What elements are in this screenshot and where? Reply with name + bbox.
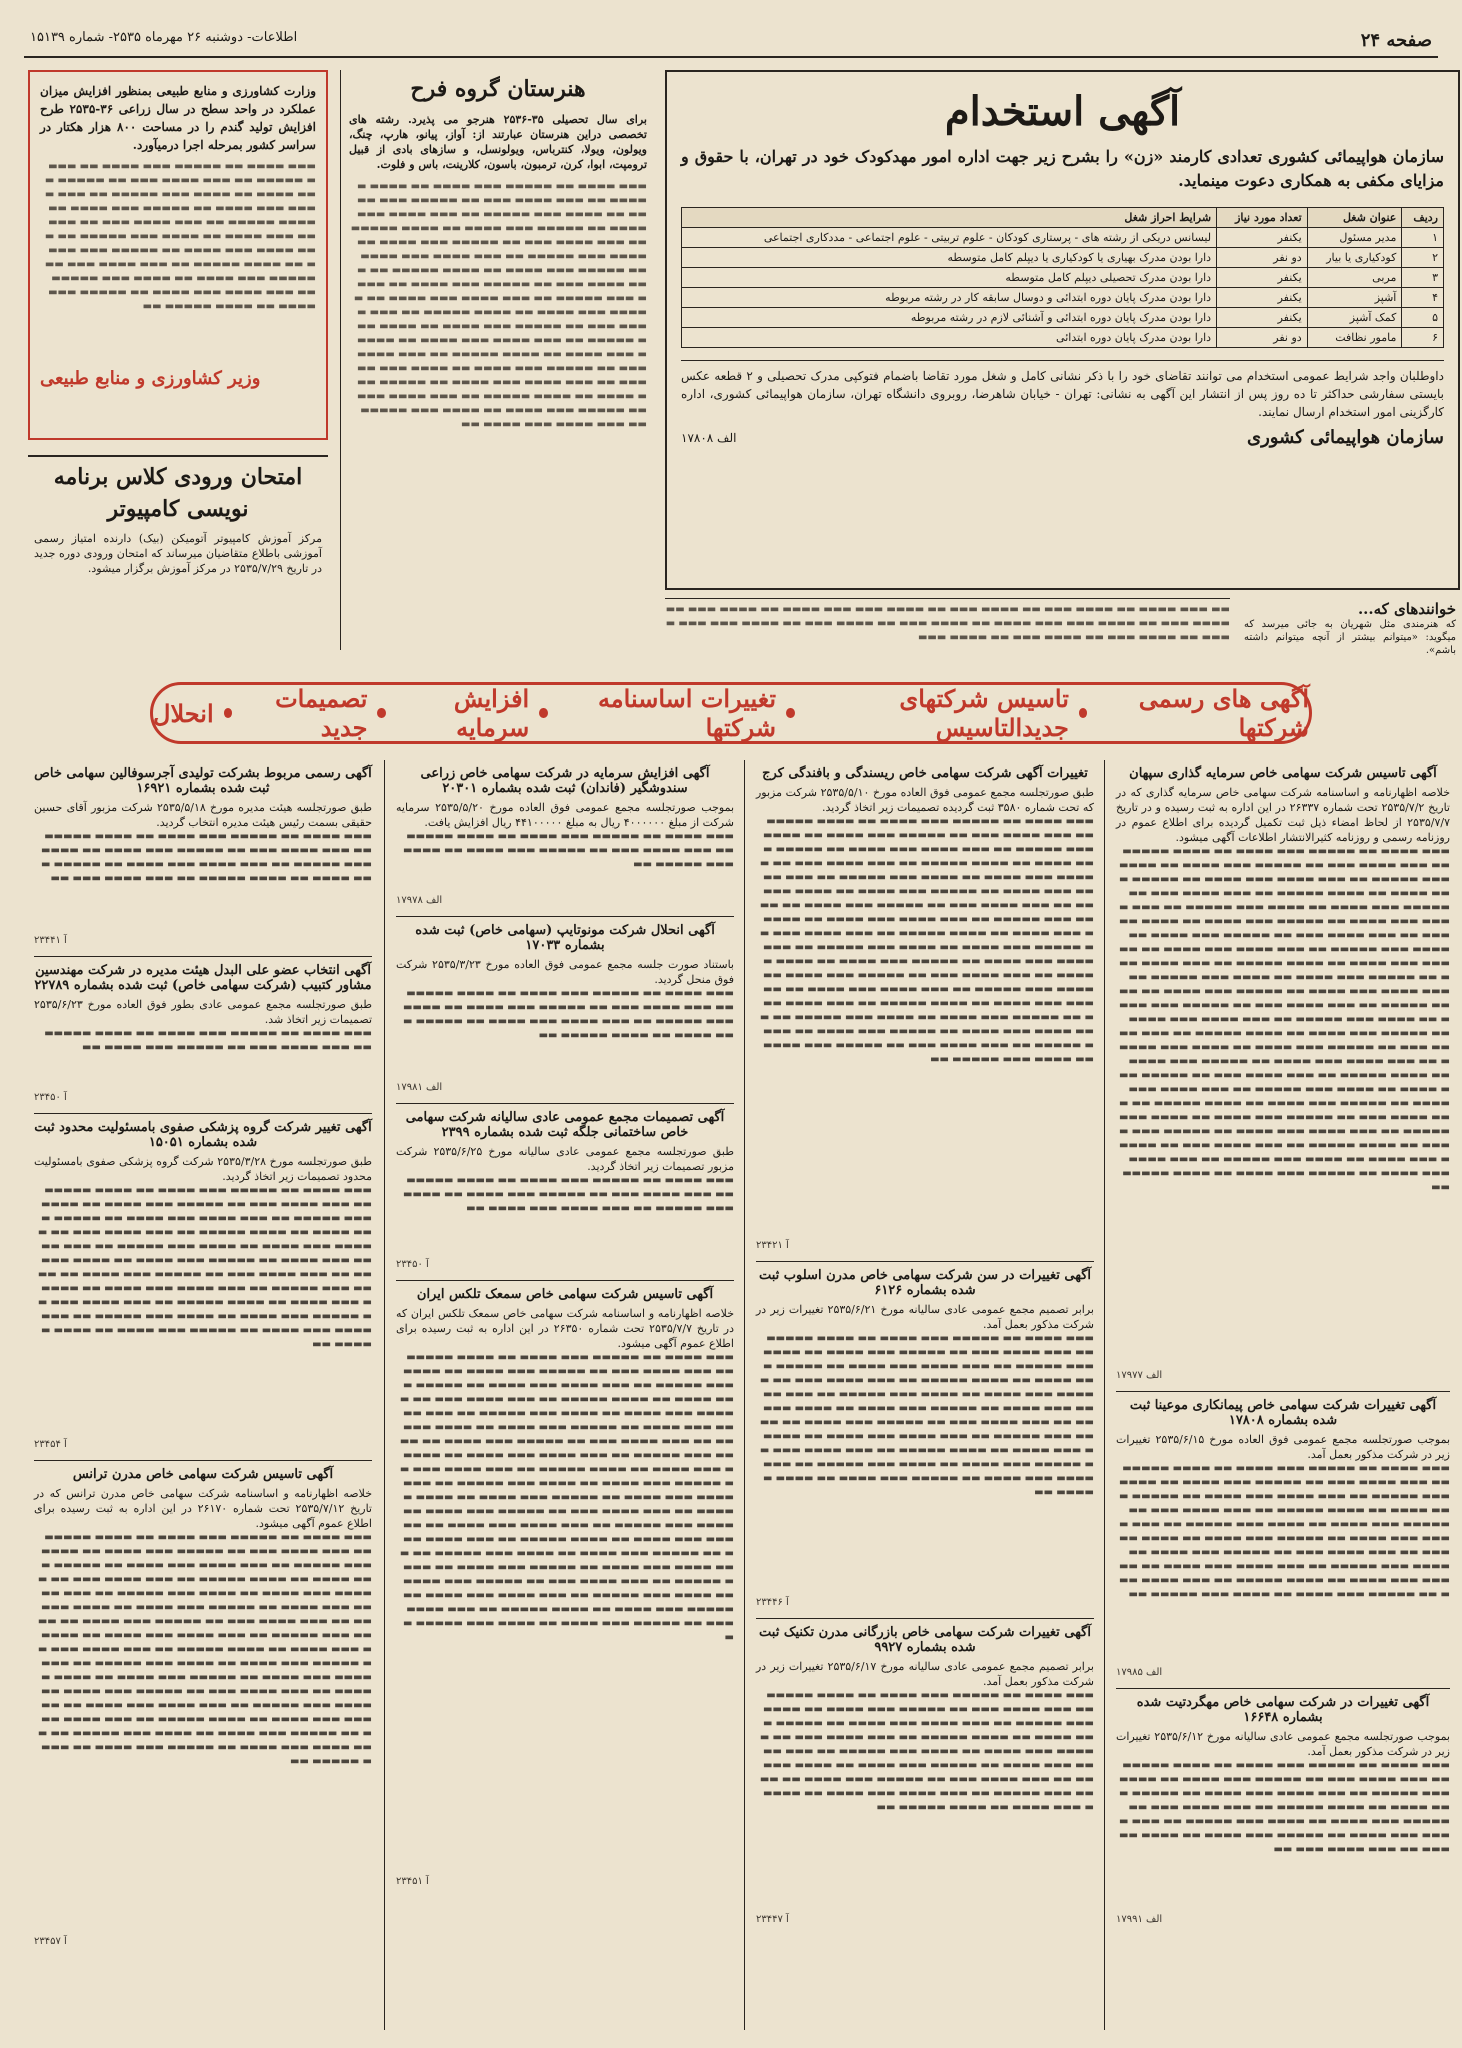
cell: یکنفر: [1217, 268, 1308, 288]
notice-lead: خلاصه اظهارنامه و اساسنامه شرکت سهامی خاص سرمایه گذاری که در تاریخ ۲۵۳۵/۷/۲ تحت شماره ۲۶۳۳۷ در این اداره به ثبت رسیده و در تاریخ ۲۵۳۵/۷/۷ از لحاظ امضاء ذیل ثبت تکمیل گردیده برای اطلاع عموم در روزنامه رسمی و روزنامه کثیرالانتشار اطلاعات آگهی میشود.: [1116, 786, 1450, 844]
conservatory-title: هنرستان گروه فرح: [410, 76, 586, 102]
cell: کمک آشپز: [1307, 308, 1402, 328]
notice-lead: باستناد صورت جلسه مجمع عمومی فوق العاده مورخ ۲۵۳۵/۳/۲۳ شرکت فوق منحل گردید.: [396, 958, 734, 986]
notice-lead: طبق صورتجلسه مجمع عمومی عادی بطور فوق العاده مورخ ۲۵۳۵/۶/۲۳ تصمیمات زیر اتخاذ شد.: [34, 998, 372, 1026]
notice-title: آگهی تاسیس شرکت سهامی خاص سمعک تلکس ایران: [416, 1287, 714, 1302]
notice-title: آگهی تغییرات در شرکت سهامی خاص مهگردتیت شده بشماره ۱۶۶۴۸: [1136, 1695, 1430, 1725]
ministry-notice: [28, 70, 328, 440]
notice-ref: الف ۱۷۹۹۱: [1116, 1914, 1163, 1925]
notice-lead: بموجب صورتجلسه مجمع عمومی فوق العاده مورخ ۲۵۳۵/۵/۲۰ سرمایه شرکت از مبلغ ۴۰۰۰۰۰۰ ریال به مبلغ ۴۴۱۰۰۰۰۰ ریال افزایش یافت.: [396, 801, 734, 829]
notice-lead: برابر تصمیم مجمع عمومی عادی سالیانه مورخ ۲۵۳۵/۶/۱۷ تغییرات زیر در شرکت مذکور بعمل آمد.: [756, 1660, 1094, 1688]
cell: ۶: [1402, 328, 1444, 348]
notice-ref: آ ۲۳۴۴۷: [756, 1914, 789, 1925]
notice-title: آگهی انحلال شرکت مونوتایپ (سهامی خاص) ثبت شده بشماره ۱۷۰۳۳: [415, 923, 715, 953]
notice-ref: آ ۲۳۴۲۱: [756, 1240, 789, 1251]
banner-item: افزایش سرمایه: [453, 684, 530, 742]
banner-item: آگهی های رسمی شرکتها: [1138, 684, 1309, 742]
divider: [396, 1103, 734, 1104]
notice-body: ▬▬▬ ▬▬▬▬ ▬▬ ▬▬▬▬▬ ▬▬▬ ▬▬▬▬ ▬▬ ▬▬▬▬ ▬▬▬▬▬ ▬▬ ▬▬▬ ▬▬▬▬ ▬▬▬ ▬▬ ▬▬▬▬▬ ▬▬▬ ▬▬▬▬ ▬▬ ▬▬▬▬ ▬▬▬ ▬▬▬▬▬ ▬▬ ▬▬▬ ▬▬▬▬ ▬▬▬ ▬▬▬▬ ▬▬ ▬▬▬▬▬ ▬▬▬ ▬▬▬▬ ▬▬ ▬▬▬▬ ▬▬▬▬▬ ▬▬ ▬▬▬ ▬▬▬▬ ▬▬▬ ▬▬ ▬▬▬▬▬ ▬▬▬ ▬▬▬▬ ▬▬ ▬▬▬▬ ▬▬▬ ▬▬▬▬▬ ▬▬ ▬▬▬ ▬▬▬▬ ▬▬▬ ▬▬▬▬ ▬▬ ▬▬▬▬▬ ▬▬▬ ▬▬▬▬ ▬▬ ▬▬▬▬ ▬▬▬▬▬ ▬▬ ▬▬▬ ▬▬▬▬ ▬▬▬ ▬▬ ▬▬▬▬▬ ▬▬▬ ▬▬▬▬ ▬▬ ▬▬▬▬ ▬▬▬ ▬▬▬▬▬ ▬▬ ▬▬▬ ▬▬▬▬ ▬▬▬ ▬▬▬▬ ▬▬ ▬▬▬▬▬ ▬▬▬ ▬▬▬▬ ▬▬ ▬▬▬▬ ▬▬▬▬▬ ▬▬ ▬▬▬ ▬▬▬▬ ▬▬▬ ▬▬ ▬▬▬▬▬ ▬▬▬ ▬▬▬▬ ▬▬ ▬▬▬▬ ▬▬▬ ▬▬▬▬▬ ▬▬ ▬▬▬ ▬▬▬▬ ▬▬▬ ▬▬▬▬ ▬▬ ▬▬▬▬▬ ▬▬▬ ▬▬▬▬ ▬▬ ▬▬▬▬ ▬▬▬▬▬ ▬▬ ▬▬▬ ▬▬▬▬ ▬▬▬ ▬▬ ▬▬▬▬▬ ▬▬▬ ▬▬▬▬ ▬▬ ▬▬▬▬ ▬▬▬ ▬▬▬▬▬ ▬▬ ▬▬▬ ▬▬▬▬ ▬▬▬ ▬▬▬▬ ▬▬ ▬▬▬▬▬ ▬▬▬ ▬▬▬▬ ▬▬ ▬▬▬▬ ▬▬▬▬▬ ▬▬ ▬▬▬ ▬▬▬▬ ▬▬▬ ▬▬ ▬▬▬▬▬ ▬▬▬ ▬▬▬▬ ▬▬ ▬▬▬▬ ▬▬▬ ▬▬▬▬▬ ▬▬ ▬▬▬ ▬▬▬▬ ▬▬▬ ▬▬▬▬ ▬▬ ▬▬▬▬▬ ▬▬▬ ▬▬▬▬ ▬▬ ▬▬▬▬ ▬▬▬▬▬ ▬▬ ▬▬▬ ▬▬▬▬ ▬▬▬ ▬▬ ▬▬▬▬▬ ▬▬▬ ▬▬▬▬ ▬▬ ▬▬▬▬ ▬▬▬ ▬▬▬▬▬ ▬▬ ▬▬▬ ▬▬▬▬ ▬▬▬ ▬▬▬▬ ▬▬ ▬▬▬▬▬ ▬▬▬ ▬▬▬▬ ▬▬ ▬▬▬▬ ▬▬▬▬▬ ▬▬ ▬▬▬ ▬▬▬▬ ▬▬▬ ▬▬ ▬▬▬▬▬ ▬▬▬ ▬▬▬▬ ▬▬ ▬▬▬▬ ▬▬▬ ▬▬▬▬▬ ▬▬ ▬▬▬ ▬▬▬▬ ▬▬▬ ▬▬▬▬ ▬▬ ▬▬▬▬▬ ▬▬▬ ▬▬▬▬ ▬▬ ▬▬▬▬ ▬▬▬▬▬ ▬▬ ▬▬▬ ▬▬▬▬ ▬▬▬ ▬▬ ▬▬▬▬▬ ▬▬▬ ▬▬▬▬ ▬▬ ▬▬▬▬ ▬▬▬ ▬▬▬▬▬ ▬▬ ▬▬▬ ▬▬▬▬ ▬▬▬ ▬▬▬▬ ▬▬ ▬▬▬▬▬ ▬▬▬ ▬▬▬▬ ▬▬ ▬▬▬▬ ▬▬▬▬▬ ▬▬: [1119, 846, 1450, 1193]
bullet-icon: [786, 708, 795, 718]
notice-lead: طبق صورتجلسه مجمع عمومی عادی سالیانه مورخ ۲۵۳۵/۶/۲۵ شرکت مزبور تصمیمات زیر اتخاذ گردید.: [396, 1145, 735, 1173]
column-rule: [744, 760, 745, 2030]
job-row: [682, 248, 1444, 268]
ministry-notice-body: وزارت کشاورزی و منابع طبیعی بمنظور افزایش میزان عملکرد در واحد سطح در سال زراعی ۳۶-۲۵۳۵ طرح افزایش تولید گندم را در مساحت ۸۰۰ هزار هکتار در سراسر کشور بمرحله اجرا درمیآورد.: [40, 84, 316, 152]
employment-ad-ref: الف ۱۷۸۰۸: [681, 430, 737, 445]
notice-body: ▬▬▬ ▬▬▬▬ ▬▬ ▬▬▬▬▬ ▬▬▬ ▬▬▬▬ ▬▬ ▬▬▬▬ ▬▬▬▬▬ ▬▬ ▬▬▬ ▬▬▬▬ ▬▬▬ ▬▬ ▬▬▬▬▬ ▬▬▬ ▬▬▬▬ ▬▬ ▬▬▬▬ ▬▬▬ ▬▬▬▬▬ ▬▬ ▬▬▬ ▬▬▬▬ ▬▬▬ ▬▬▬▬ ▬▬ ▬▬▬▬▬ ▬▬▬ ▬▬▬▬ ▬▬ ▬▬▬▬ ▬▬▬▬▬ ▬▬ ▬▬▬ ▬▬▬▬ ▬▬▬ ▬▬: [41, 831, 372, 884]
issue-info: اطلاعات- دوشنبه ۲۶ مهرماه ۲۵۳۵- شماره ۱۵۱۳۹: [30, 30, 298, 45]
notice-title: آگهی انتخاب عضو علی البدل هیئت مدیره در شرکت مهندسین مشاور کتبیب (شرکت سهامی خاص) ثبت شده بشماره ۲۲۷۸۹: [34, 963, 372, 993]
col-row: ردیف: [1402, 208, 1444, 228]
cell: یکنفر: [1217, 288, 1308, 308]
notice-body: ▬▬▬ ▬▬▬▬ ▬▬ ▬▬▬▬▬ ▬▬▬ ▬▬▬▬ ▬▬ ▬▬▬▬ ▬▬▬▬▬ ▬▬ ▬▬▬ ▬▬▬▬ ▬▬▬ ▬▬ ▬▬▬▬▬ ▬▬▬ ▬▬▬▬ ▬▬ ▬▬▬▬ ▬▬▬ ▬▬▬▬▬ ▬▬ ▬▬▬ ▬▬▬▬ ▬▬▬ ▬▬▬▬ ▬▬ ▬▬▬▬▬ ▬▬▬ ▬▬▬▬ ▬▬ ▬▬▬▬ ▬▬▬▬▬ ▬▬ ▬▬▬ ▬▬▬▬ ▬▬▬ ▬▬ ▬▬▬▬▬ ▬▬▬ ▬▬▬▬ ▬▬ ▬▬▬▬ ▬▬▬ ▬▬▬▬▬ ▬▬ ▬▬▬ ▬▬▬▬ ▬▬▬ ▬▬▬▬ ▬▬ ▬▬▬▬▬ ▬▬▬ ▬▬▬▬ ▬▬ ▬▬▬▬ ▬▬▬▬▬ ▬▬ ▬▬▬ ▬▬▬▬ ▬▬▬ ▬▬ ▬▬▬▬▬ ▬▬▬ ▬▬▬▬ ▬▬ ▬▬▬▬ ▬▬▬ ▬▬▬▬▬ ▬▬ ▬▬▬ ▬▬▬▬ ▬▬▬ ▬▬▬▬ ▬▬ ▬▬▬▬▬ ▬▬▬ ▬▬▬▬ ▬▬ ▬▬▬▬ ▬▬▬▬▬ ▬▬ ▬▬▬ ▬▬▬▬ ▬▬▬ ▬▬ ▬▬▬▬▬ ▬▬▬ ▬▬▬▬ ▬▬ ▬▬▬▬ ▬▬▬ ▬▬▬▬▬ ▬▬ ▬▬▬ ▬▬▬▬ ▬▬▬ ▬▬▬▬ ▬▬ ▬▬▬▬▬ ▬▬▬ ▬▬▬▬ ▬▬ ▬▬▬▬ ▬▬▬▬▬ ▬▬: [37, 1185, 372, 1350]
divider: [1116, 1391, 1450, 1392]
computer-exam-body: مرکز آموزش کامپیوتر آتومیکن (بیک) دارنده امتیاز رسمی آموزشی باطلاع متقاضیان میرساند که امتحان ورودی دوره جدید در تاریخ ۲۵۳۵/۷/۲۹ در مرکز آموزش برگزار میشود.: [34, 532, 322, 575]
cell: ۵: [1402, 308, 1444, 328]
notice-body: ▬▬▬ ▬▬▬▬ ▬▬ ▬▬▬▬▬ ▬▬▬ ▬▬▬▬ ▬▬ ▬▬▬▬ ▬▬▬▬▬ ▬▬ ▬▬▬ ▬▬▬▬ ▬▬▬ ▬▬ ▬▬▬▬▬ ▬▬▬ ▬▬▬▬ ▬▬: [44, 1028, 372, 1053]
cell: آشپز: [1307, 288, 1402, 308]
job-row: [682, 308, 1444, 328]
poem-snippets: ▬▬ ▬▬▬ ▬▬▬▬ ▬▬ ▬▬▬▬ ▬▬▬ ▬▬ ▬▬▬▬ ▬▬▬ ▬▬ ▬▬▬▬ ▬▬▬ ▬▬▬ ▬▬▬▬ ▬▬ ▬▬▬▬ ▬▬▬ ▬▬ ▬▬▬▬ ▬▬▬ ▬▬ ▬▬▬▬ ▬▬▬ ▬▬▬ ▬▬▬▬ ▬▬ ▬▬▬▬ ▬▬▬ ▬▬ ▬▬▬▬ ▬▬▬ ▬▬ ▬▬▬▬ ▬▬▬ ▬▬▬ ▬▬▬▬ ▬▬ ▬▬▬▬ ▬▬▬ ▬▬ ▬▬▬▬ ▬▬▬ ▬▬ ▬▬▬▬ ▬▬▬: [665, 598, 1230, 668]
notice-ref: آ ۲۳۴۵۰: [34, 1092, 67, 1103]
cell: دارا بودن مدرک پایان دوره ابتدائی و آشنائی لازم در رشته مربوطه: [682, 308, 1217, 328]
banner-item: تصمیمات جدید: [275, 684, 368, 742]
banner-item: تغییرات اساسنامه شرکتها: [597, 684, 777, 742]
notice-body: ▬▬▬ ▬▬▬▬ ▬▬ ▬▬▬▬▬ ▬▬▬ ▬▬▬▬ ▬▬ ▬▬▬▬ ▬▬▬▬▬ ▬▬ ▬▬▬ ▬▬▬▬ ▬▬▬ ▬▬ ▬▬▬▬▬ ▬▬▬ ▬▬▬▬ ▬▬ ▬▬▬▬ ▬▬▬ ▬▬▬▬▬ ▬▬ ▬▬▬ ▬▬▬▬ ▬▬▬ ▬▬▬▬ ▬▬ ▬▬▬▬▬ ▬▬▬ ▬▬▬▬ ▬▬ ▬▬▬▬ ▬▬▬▬▬ ▬▬ ▬▬▬ ▬▬▬▬ ▬▬▬ ▬▬ ▬▬▬▬▬ ▬▬▬ ▬▬▬▬ ▬▬ ▬▬▬▬ ▬▬▬ ▬▬▬▬▬ ▬▬ ▬▬▬ ▬▬▬▬ ▬▬▬ ▬▬▬▬ ▬▬ ▬▬▬▬▬ ▬▬▬ ▬▬▬▬ ▬▬ ▬▬▬▬ ▬▬▬▬▬ ▬▬ ▬▬▬ ▬▬▬▬ ▬▬▬ ▬▬ ▬▬▬▬▬ ▬▬▬ ▬▬▬▬ ▬▬ ▬▬▬▬ ▬▬▬ ▬▬▬▬▬ ▬▬ ▬▬▬ ▬▬▬▬ ▬▬▬ ▬▬▬▬ ▬▬ ▬▬▬▬▬ ▬▬▬ ▬▬▬▬ ▬▬ ▬▬▬▬ ▬▬▬▬▬ ▬▬ ▬▬▬ ▬▬▬▬ ▬▬▬ ▬▬ ▬▬▬▬▬ ▬▬▬ ▬▬▬▬ ▬▬ ▬▬▬▬ ▬▬▬ ▬▬▬▬▬ ▬▬ ▬▬▬ ▬▬▬▬ ▬▬▬ ▬▬▬▬ ▬▬ ▬▬▬▬▬ ▬▬▬ ▬▬▬▬ ▬▬ ▬▬▬▬ ▬▬▬▬▬ ▬▬ ▬▬▬ ▬▬▬▬ ▬▬▬ ▬▬ ▬▬▬▬▬ ▬▬▬ ▬▬▬▬ ▬▬ ▬▬▬▬ ▬▬▬ ▬▬▬▬▬ ▬▬ ▬▬▬ ▬▬▬▬ ▬▬▬ ▬▬▬▬ ▬▬ ▬▬▬▬▬ ▬▬▬ ▬▬▬▬ ▬▬ ▬▬▬▬ ▬▬▬▬▬ ▬▬ ▬▬▬ ▬▬▬▬ ▬▬▬ ▬▬ ▬▬▬▬▬ ▬▬▬ ▬▬▬▬ ▬▬ ▬▬▬▬ ▬▬▬ ▬▬▬▬▬ ▬▬ ▬▬▬ ▬▬▬▬ ▬▬▬ ▬▬▬▬ ▬▬ ▬▬▬▬▬ ▬▬▬ ▬▬▬▬ ▬▬ ▬▬▬▬ ▬▬▬▬▬ ▬▬: [37, 1532, 372, 1767]
cell: دو نفر: [1217, 328, 1308, 348]
employment-ad-title: آگهی استخدام: [944, 88, 1181, 135]
notice-body: ▬▬▬ ▬▬▬▬ ▬▬ ▬▬▬▬▬ ▬▬▬ ▬▬▬▬ ▬▬ ▬▬▬▬ ▬▬▬▬▬ ▬▬ ▬▬▬ ▬▬▬▬ ▬▬▬ ▬▬ ▬▬▬▬▬ ▬▬▬ ▬▬▬▬ ▬▬ ▬▬▬▬ ▬▬▬ ▬▬▬▬▬ ▬▬ ▬▬▬ ▬▬▬▬ ▬▬▬ ▬▬▬▬ ▬▬ ▬▬▬▬▬ ▬▬▬ ▬▬▬▬ ▬▬ ▬▬▬▬ ▬▬▬▬▬ ▬▬ ▬▬▬ ▬▬▬▬ ▬▬▬ ▬▬ ▬▬▬▬▬ ▬▬▬ ▬▬▬▬ ▬▬ ▬▬▬▬ ▬▬▬ ▬▬▬▬▬ ▬▬ ▬▬▬ ▬▬▬▬ ▬▬▬ ▬▬▬▬ ▬▬ ▬▬▬▬▬ ▬▬▬ ▬▬▬▬ ▬▬ ▬▬▬▬ ▬▬▬▬▬ ▬▬ ▬▬▬ ▬▬▬▬ ▬▬▬ ▬▬ ▬▬▬▬▬ ▬▬▬ ▬▬▬▬ ▬▬ ▬▬▬▬ ▬▬▬ ▬▬▬▬▬ ▬▬ ▬▬▬ ▬▬▬▬ ▬▬▬ ▬▬▬▬ ▬▬ ▬▬▬▬▬ ▬▬▬ ▬▬▬▬ ▬▬ ▬▬▬▬ ▬▬▬▬▬ ▬▬ ▬▬▬ ▬▬▬▬ ▬▬▬ ▬▬ ▬▬▬▬▬ ▬▬▬ ▬▬▬▬ ▬▬ ▬▬▬▬ ▬▬▬ ▬▬▬▬▬ ▬▬ ▬▬▬ ▬▬▬▬ ▬▬▬ ▬▬▬▬ ▬▬ ▬▬▬▬▬ ▬▬▬ ▬▬▬▬ ▬▬ ▬▬▬▬ ▬▬▬▬▬ ▬▬ ▬▬▬ ▬▬▬▬ ▬▬▬ ▬▬ ▬▬▬▬▬ ▬▬▬ ▬▬▬▬ ▬▬ ▬▬▬▬ ▬▬▬ ▬▬▬▬▬ ▬▬ ▬▬▬ ▬▬▬▬ ▬▬▬ ▬▬▬▬ ▬▬ ▬▬▬▬▬ ▬▬▬ ▬▬▬▬ ▬▬ ▬▬▬▬ ▬▬▬▬▬ ▬▬ ▬▬▬ ▬▬▬▬ ▬▬▬ ▬▬ ▬▬▬▬▬ ▬▬▬ ▬▬▬▬ ▬▬ ▬▬▬▬ ▬▬▬ ▬▬▬▬▬ ▬▬ ▬▬▬ ▬▬▬▬ ▬▬▬ ▬▬▬▬ ▬▬ ▬▬▬▬▬ ▬▬▬ ▬▬▬▬ ▬▬ ▬▬▬▬ ▬▬▬▬▬ ▬▬ ▬▬▬ ▬▬▬▬ ▬▬▬ ▬▬ ▬▬▬▬▬ ▬▬▬ ▬▬▬▬ ▬▬ ▬▬▬▬ ▬▬▬ ▬▬▬▬▬ ▬▬ ▬▬▬ ▬▬▬▬ ▬▬▬ ▬▬▬▬ ▬▬ ▬▬▬▬▬ ▬▬▬ ▬▬▬▬ ▬▬ ▬▬▬▬ ▬▬▬▬▬ ▬▬ ▬▬▬ ▬▬▬▬ ▬▬▬ ▬▬ ▬▬▬▬▬ ▬▬▬ ▬▬▬▬ ▬▬ ▬▬▬▬ ▬▬▬ ▬▬▬▬▬ ▬▬: [399, 1352, 734, 1643]
notice-title: آگهی افزایش سرمایه در شرکت سهامی خاص زراعی سندوشگیر (فاندان) ثبت شده بشماره ۲۰۳۰۱: [420, 766, 710, 796]
cell: یکنفر: [1217, 308, 1308, 328]
divider: [1116, 1688, 1450, 1689]
divider: [396, 1280, 734, 1281]
notice-body: ▬▬▬ ▬▬▬▬ ▬▬ ▬▬▬▬▬ ▬▬▬ ▬▬▬▬ ▬▬ ▬▬▬▬ ▬▬▬▬▬ ▬▬ ▬▬▬ ▬▬▬▬ ▬▬▬ ▬▬ ▬▬▬▬▬ ▬▬▬ ▬▬▬▬ ▬▬ ▬▬▬▬ ▬▬▬ ▬▬▬▬▬ ▬▬ ▬▬▬ ▬▬▬▬ ▬▬▬ ▬▬▬▬ ▬▬ ▬▬▬▬▬ ▬▬▬ ▬▬▬▬ ▬▬ ▬▬▬▬ ▬▬▬▬▬ ▬▬ ▬▬▬ ▬▬▬▬ ▬▬▬ ▬▬ ▬▬▬▬▬ ▬▬▬ ▬▬▬▬ ▬▬ ▬▬▬▬ ▬▬▬ ▬▬▬▬▬ ▬▬ ▬▬▬ ▬▬▬▬ ▬▬▬ ▬▬▬▬ ▬▬ ▬▬▬▬▬ ▬▬▬ ▬▬▬▬ ▬▬ ▬▬▬▬ ▬▬▬▬▬ ▬▬ ▬▬▬ ▬▬▬▬ ▬▬▬ ▬▬ ▬▬▬▬▬ ▬▬▬ ▬▬▬▬ ▬▬ ▬▬▬▬ ▬▬▬ ▬▬▬▬▬ ▬▬ ▬▬▬ ▬▬▬▬ ▬▬▬ ▬▬▬▬ ▬▬ ▬▬▬▬▬ ▬▬▬ ▬▬▬▬ ▬▬ ▬▬▬▬ ▬▬▬▬▬ ▬▬ ▬▬▬ ▬▬▬▬ ▬▬▬ ▬▬ ▬▬▬▬▬ ▬▬▬ ▬▬▬▬ ▬▬ ▬▬▬▬ ▬▬▬ ▬▬▬▬▬ ▬▬ ▬▬▬ ▬▬▬▬ ▬▬▬ ▬▬▬▬ ▬▬ ▬▬▬▬▬ ▬▬▬ ▬▬▬▬ ▬▬ ▬▬▬▬ ▬▬▬▬▬ ▬▬ ▬▬▬ ▬▬▬▬ ▬▬▬ ▬▬ ▬▬▬▬▬ ▬▬▬ ▬▬▬▬ ▬▬ ▬▬▬▬ ▬▬▬ ▬▬▬▬▬ ▬▬ ▬▬▬ ▬▬▬▬ ▬▬▬ ▬▬▬▬ ▬▬ ▬▬▬▬▬ ▬▬▬ ▬▬▬▬ ▬▬ ▬▬▬▬ ▬▬▬▬▬ ▬▬ ▬▬▬ ▬▬▬▬ ▬▬▬ ▬▬ ▬▬▬▬▬ ▬▬▬ ▬▬▬▬ ▬▬ ▬▬▬▬ ▬▬▬ ▬▬▬▬▬ ▬▬ ▬▬▬ ▬▬▬▬ ▬▬▬ ▬▬▬▬ ▬▬ ▬▬▬▬▬ ▬▬▬ ▬▬▬▬ ▬▬ ▬▬▬▬ ▬▬▬▬▬ ▬▬ ▬▬▬ ▬▬▬▬ ▬▬▬ ▬▬ ▬▬▬▬▬ ▬▬▬ ▬▬▬▬ ▬▬ ▬▬▬▬ ▬▬▬ ▬▬▬▬▬ ▬▬: [759, 816, 1094, 1065]
notice-ref: آ ۲۳۴۵۱: [396, 1876, 429, 1887]
conservatory-body: برای سال تحصیلی ۳۵-۲۵۳۶ هنرجو می پذیرد. رشته های تخصصی دراین هنرستان عبارتند از: آواز، پیانو، هارپ، چنگ، ویولون، ویولا، کنترباس، ویولونسل، و سازهای بادی از قبیل ترومپت، ابوا، کرن، ترمبون، باسون، کلارینت، باس و فلوت.: [349, 113, 647, 171]
notice-lead: طبق صورتجلسه هیئت مدیره مورخ ۲۵۳۵/۵/۱۸ شرکت مزبور آقای حسین حقیقی بسمت رئیس هیئت مدیره انتخاب گردید.: [34, 801, 372, 829]
divider: [396, 916, 734, 917]
cell: مدیر مسئول: [1307, 228, 1402, 248]
readers-column: [1240, 598, 1460, 668]
notice-body: ▬▬▬ ▬▬▬▬ ▬▬ ▬▬▬▬▬ ▬▬▬ ▬▬▬▬ ▬▬ ▬▬▬▬ ▬▬▬▬▬ ▬▬ ▬▬▬ ▬▬▬▬ ▬▬▬ ▬▬ ▬▬▬▬▬ ▬▬▬ ▬▬▬▬ ▬▬ ▬▬▬▬ ▬▬▬ ▬▬▬▬▬ ▬▬ ▬▬▬ ▬▬▬▬ ▬▬▬ ▬▬▬▬ ▬▬ ▬▬▬▬▬ ▬▬▬ ▬▬▬▬ ▬▬ ▬▬▬▬ ▬▬▬▬▬ ▬▬ ▬▬▬ ▬▬▬▬ ▬▬▬ ▬▬ ▬▬▬▬▬ ▬▬▬ ▬▬▬▬ ▬▬ ▬▬▬▬ ▬▬▬ ▬▬▬▬▬ ▬▬ ▬▬▬ ▬▬▬▬ ▬▬▬ ▬▬▬▬ ▬▬ ▬▬▬▬▬ ▬▬▬ ▬▬▬▬ ▬▬ ▬▬▬▬ ▬▬▬▬▬ ▬▬ ▬▬▬ ▬▬▬▬ ▬▬▬ ▬▬ ▬▬▬▬▬ ▬▬▬ ▬▬▬▬ ▬▬ ▬▬▬▬ ▬▬▬ ▬▬▬▬▬ ▬▬ ▬▬▬ ▬▬▬▬ ▬▬▬ ▬▬▬▬ ▬▬ ▬▬▬▬▬ ▬▬▬ ▬▬▬▬ ▬▬ ▬▬▬▬ ▬▬▬▬▬ ▬▬: [759, 1690, 1094, 1813]
notice-ref: الف ۱۷۹۷۷: [1116, 1370, 1163, 1381]
company-notices-banner: [150, 682, 1312, 744]
employment-ad-footer: داوطلبان واجد شرایط عمومی استخدام می توانند تقاضای خود را با ذکر نشانی کامل و شغل مورد تقاضا باضمام فتوکپی مدرک تحصیلی و ۲ قطعه عکس بایستی سفارشی حداکثر تا ده روز پس از انتشار این آگهی به نشانی: تهران - خیابان شاهرضا، روبروی دانشگاه تهران، سازمان هواپیمائی کشوری، اداره کارگزینی امور استخدام ارسال نمایند.: [681, 360, 1444, 421]
notice-body: ▬▬▬ ▬▬▬▬ ▬▬ ▬▬▬▬▬ ▬▬▬ ▬▬▬▬ ▬▬ ▬▬▬▬ ▬▬▬▬▬ ▬▬ ▬▬▬ ▬▬▬▬ ▬▬▬ ▬▬ ▬▬▬▬▬ ▬▬▬ ▬▬▬▬ ▬▬ ▬▬▬▬ ▬▬▬ ▬▬▬▬▬ ▬▬ ▬▬▬ ▬▬▬▬ ▬▬▬ ▬▬▬▬ ▬▬ ▬▬▬▬▬ ▬▬▬ ▬▬▬▬ ▬▬ ▬▬▬▬ ▬▬▬▬▬ ▬▬ ▬▬▬ ▬▬▬▬ ▬▬▬ ▬▬ ▬▬▬▬▬ ▬▬▬ ▬▬▬▬ ▬▬ ▬▬▬▬ ▬▬▬ ▬▬▬▬▬ ▬▬ ▬▬▬ ▬▬▬▬ ▬▬▬ ▬▬▬▬ ▬▬ ▬▬▬▬▬ ▬▬▬ ▬▬▬▬ ▬▬ ▬▬▬▬ ▬▬▬▬▬ ▬▬ ▬▬▬ ▬▬▬▬ ▬▬▬ ▬▬ ▬▬▬▬▬ ▬▬▬ ▬▬▬▬ ▬▬ ▬▬▬▬ ▬▬▬ ▬▬▬▬▬ ▬▬ ▬▬▬ ▬▬▬▬ ▬▬▬ ▬▬▬▬ ▬▬ ▬▬▬▬▬ ▬▬▬ ▬▬▬▬ ▬▬ ▬▬▬▬ ▬▬▬▬▬ ▬▬ ▬▬▬ ▬▬▬▬ ▬▬▬ ▬▬ ▬▬▬▬▬ ▬▬▬ ▬▬▬▬ ▬▬ ▬▬▬▬ ▬▬▬ ▬▬▬▬▬ ▬▬ ▬▬▬ ▬▬▬▬ ▬▬▬ ▬▬▬▬ ▬▬ ▬▬▬▬▬ ▬▬▬ ▬▬▬▬ ▬▬ ▬▬▬▬ ▬▬▬▬▬ ▬▬: [759, 1333, 1094, 1498]
notice-column-2: [750, 760, 1100, 2030]
notice-body: ▬▬▬ ▬▬▬▬ ▬▬ ▬▬▬▬▬ ▬▬▬ ▬▬▬▬ ▬▬ ▬▬▬▬ ▬▬▬▬▬ ▬▬ ▬▬▬ ▬▬▬▬ ▬▬▬ ▬▬ ▬▬▬▬▬ ▬▬▬ ▬▬▬▬ ▬▬ ▬▬▬▬ ▬▬▬ ▬▬▬▬▬ ▬▬ ▬▬▬ ▬▬▬▬ ▬▬▬ ▬▬▬▬ ▬▬ ▬▬▬▬▬ ▬▬▬ ▬▬▬▬ ▬▬ ▬▬▬▬ ▬▬▬▬▬ ▬▬ ▬▬▬ ▬▬▬▬ ▬▬▬ ▬▬ ▬▬▬▬▬ ▬▬▬ ▬▬▬▬ ▬▬ ▬▬▬▬ ▬▬▬ ▬▬▬▬▬ ▬▬ ▬▬▬ ▬▬▬▬ ▬▬▬ ▬▬▬▬ ▬▬ ▬▬▬▬▬ ▬▬▬ ▬▬▬▬ ▬▬ ▬▬▬▬ ▬▬▬▬▬ ▬▬ ▬▬▬ ▬▬▬▬ ▬▬▬ ▬▬: [1119, 1760, 1450, 1855]
bullet-icon: [1079, 708, 1088, 718]
conservatory-ad: [340, 70, 655, 650]
notice-column-3: [390, 760, 740, 2030]
employment-ad-signature-row: [681, 427, 1444, 448]
job-row: [682, 228, 1444, 248]
notice-column-1: [1110, 760, 1456, 2030]
cell: دو نفر: [1217, 248, 1308, 268]
cell: مربی: [1307, 268, 1402, 288]
readers-column-body: که هنرمندی مثل شهریان به جائی میرسد که میگوید: «میتوانم بیشتر از آنچه میتوانم داشته باشم».: [1244, 619, 1456, 656]
notice-lead: طبق صورتجلسه مجمع عمومی فوق العاده مورخ ۲۵۳۵/۵/۱۰ شرکت مزبور که تحت شماره ۳۵۸۰ ثبت گردیده تصمیمات زیر اتخاذ گردید.: [756, 786, 1094, 814]
notice-title: آگهی تاسیس شرکت سهامی خاص مدرن ترانس: [72, 1467, 334, 1482]
col-count: تعداد مورد نیاز: [1217, 208, 1308, 228]
notice-lead: برابر تصمیم مجمع عمومی عادی سالیانه مورخ ۲۵۳۵/۶/۲۱ تغییرات زیر در شرکت مذکور بعمل آمد.: [756, 1303, 1094, 1331]
notice-body: ▬▬▬ ▬▬▬▬ ▬▬ ▬▬▬▬▬ ▬▬▬ ▬▬▬▬ ▬▬ ▬▬▬▬ ▬▬▬▬▬ ▬▬ ▬▬▬ ▬▬▬▬ ▬▬▬ ▬▬ ▬▬▬▬▬ ▬▬▬ ▬▬▬▬ ▬▬ ▬▬▬▬ ▬▬▬ ▬▬▬▬▬ ▬▬ ▬▬▬ ▬▬▬▬ ▬▬▬ ▬▬▬▬ ▬▬ ▬▬▬▬▬ ▬▬▬ ▬▬▬▬ ▬▬ ▬▬▬▬ ▬▬▬▬▬ ▬▬: [403, 988, 734, 1041]
notice-lead: طبق صورتجلسه مورخ ۲۵۳۵/۳/۲۸ شرکت گروه پزشکی صفوی بامسئولیت محدود تصمیمات زیر اتخاذ گردید.: [34, 1155, 372, 1183]
cell: دارا بودن مدرک تحصیلی دیپلم کامل متوسطه: [682, 268, 1217, 288]
divider: [756, 1261, 1094, 1262]
notice-ref: الف ۱۷۹۸۱: [396, 1082, 443, 1093]
notice-lead: بموجب صورتجلسه مجمع عمومی فوق العاده مورخ ۲۵۳۵/۶/۱۵ تغییرات زیر در شرکت مذکور بعمل آمد.: [1116, 1433, 1451, 1461]
col-title: عنوان شغل: [1307, 208, 1402, 228]
notice-lead: خلاصه اظهارنامه و اساسنامه شرکت سهامی خاص سمعک تلکس ایران که در تاریخ ۲۵۳۵/۷/۷ تحت شماره ۲۶۳۵۰ در این اداره به ثبت رسیده برای اطلاع عموم آگهی میشود.: [396, 1307, 734, 1350]
col-requirements: شرایط احراز شغل: [682, 208, 1217, 228]
notice-title: آگهی تغییرات شرکت سهامی خاص پیمانکاری موعینا ثبت شده بشماره ۱۷۸۰۸: [1129, 1398, 1437, 1428]
cell: یکنفر: [1217, 228, 1308, 248]
divider: [34, 1113, 372, 1114]
header-rule: [24, 56, 1438, 58]
divider: [34, 1460, 372, 1461]
divider: [34, 956, 372, 957]
job-table: [681, 207, 1444, 348]
banner-item: انحلال: [153, 698, 214, 728]
notice-title: آگهی تغییرات در سن شرکت سهامی خاص مدرن اسلوب ثبت شده بشماره ۶۱۲۶: [758, 1268, 1092, 1298]
cell: مامور نظافت: [1307, 328, 1402, 348]
notice-body: ▬▬▬ ▬▬▬▬ ▬▬ ▬▬▬▬▬ ▬▬▬ ▬▬▬▬ ▬▬ ▬▬▬▬ ▬▬▬▬▬ ▬▬ ▬▬▬ ▬▬▬▬ ▬▬▬ ▬▬ ▬▬▬▬▬ ▬▬▬ ▬▬▬▬ ▬▬ ▬▬▬▬ ▬▬▬ ▬▬▬▬▬ ▬▬ ▬▬▬ ▬▬▬▬ ▬▬▬ ▬▬▬▬ ▬▬ ▬▬▬▬▬ ▬▬▬ ▬▬▬▬ ▬▬ ▬▬▬▬ ▬▬▬▬▬ ▬▬ ▬▬▬ ▬▬▬▬ ▬▬▬ ▬▬ ▬▬▬▬▬ ▬▬▬ ▬▬▬▬ ▬▬ ▬▬▬▬ ▬▬▬ ▬▬▬▬▬ ▬▬ ▬▬▬ ▬▬▬▬ ▬▬▬ ▬▬▬▬ ▬▬ ▬▬▬▬▬ ▬▬▬ ▬▬▬▬ ▬▬ ▬▬▬▬ ▬▬▬▬▬ ▬▬ ▬▬▬ ▬▬▬▬ ▬▬▬ ▬▬ ▬▬▬▬▬ ▬▬▬ ▬▬▬▬ ▬▬ ▬▬▬▬ ▬▬▬ ▬▬▬▬▬ ▬▬ ▬▬▬ ▬▬▬▬ ▬▬▬ ▬▬▬▬ ▬▬ ▬▬▬▬▬ ▬▬▬ ▬▬▬▬ ▬▬ ▬▬▬▬ ▬▬▬▬▬ ▬▬ ▬▬▬ ▬▬▬▬ ▬▬▬ ▬▬ ▬▬▬▬▬ ▬▬▬ ▬▬▬▬ ▬▬ ▬▬▬▬ ▬▬▬ ▬▬▬▬▬ ▬▬: [1119, 1463, 1450, 1600]
bullet-icon: [539, 708, 548, 718]
cell: ۲: [1402, 248, 1444, 268]
job-row: [682, 288, 1444, 308]
notice-ref: الف ۱۷۹۷۸: [396, 895, 443, 906]
notice-body: ▬▬▬ ▬▬▬▬ ▬▬ ▬▬▬▬▬ ▬▬▬ ▬▬▬▬ ▬▬ ▬▬▬▬ ▬▬▬▬▬ ▬▬ ▬▬▬ ▬▬▬▬ ▬▬▬ ▬▬ ▬▬▬▬▬ ▬▬▬ ▬▬▬▬ ▬▬ ▬▬▬▬ ▬▬▬ ▬▬▬▬▬ ▬▬: [403, 831, 734, 870]
notice-lead: بموجب صورتجلسه مجمع عمومی عادی سالیانه مورخ ۲۵۳۵/۶/۱۲ تغییرات زیر در شرکت مذکور بعمل آمد.: [1116, 1730, 1450, 1758]
conservatory-details: ▬▬▬ ▬▬▬▬ ▬▬ ▬▬▬▬▬ ▬▬▬ ▬▬▬▬ ▬▬ ▬▬▬▬ ▬▬▬▬▬ ▬▬ ▬▬▬ ▬▬▬▬ ▬▬▬ ▬▬ ▬▬▬▬▬ ▬▬▬ ▬▬▬▬ ▬▬ ▬▬▬▬ ▬▬▬ ▬▬▬▬▬ ▬▬ ▬▬▬ ▬▬▬▬ ▬▬▬ ▬▬▬▬ ▬▬ ▬▬▬▬▬ ▬▬▬ ▬▬▬▬ ▬▬ ▬▬▬▬ ▬▬▬▬▬ ▬▬ ▬▬▬ ▬▬▬▬ ▬▬▬ ▬▬ ▬▬▬▬▬ ▬▬▬ ▬▬▬▬ ▬▬ ▬▬▬▬ ▬▬▬ ▬▬▬▬▬ ▬▬ ▬▬▬ ▬▬▬▬ ▬▬▬ ▬▬▬▬ ▬▬ ▬▬▬▬▬ ▬▬▬ ▬▬▬▬ ▬▬ ▬▬▬▬ ▬▬▬▬▬ ▬▬ ▬▬▬ ▬▬▬▬ ▬▬▬ ▬▬ ▬▬▬▬▬ ▬▬▬ ▬▬▬▬ ▬▬ ▬▬▬▬ ▬▬▬ ▬▬▬▬▬ ▬▬ ▬▬▬ ▬▬▬▬ ▬▬▬ ▬▬▬▬ ▬▬ ▬▬▬▬▬ ▬▬▬ ▬▬▬▬ ▬▬ ▬▬▬▬ ▬▬▬▬▬ ▬▬ ▬▬▬ ▬▬▬▬ ▬▬▬ ▬▬ ▬▬▬▬▬ ▬▬▬ ▬▬▬▬ ▬▬ ▬▬▬▬ ▬▬▬ ▬▬▬▬▬ ▬▬ ▬▬▬ ▬▬▬▬ ▬▬▬ ▬▬▬▬ ▬▬ ▬▬▬▬▬ ▬▬▬ ▬▬▬▬ ▬▬ ▬▬▬▬ ▬▬▬▬▬ ▬▬ ▬▬▬ ▬▬▬▬ ▬▬▬ ▬▬ ▬▬▬▬▬ ▬▬▬ ▬▬▬▬ ▬▬ ▬▬▬▬ ▬▬▬ ▬▬▬▬▬ ▬▬ ▬▬▬ ▬▬▬▬ ▬▬▬ ▬▬▬▬ ▬▬ ▬▬▬▬▬ ▬▬▬ ▬▬▬▬ ▬▬ ▬▬▬▬ ▬▬▬▬▬ ▬▬ ▬▬▬ ▬▬▬▬ ▬▬▬ ▬▬ ▬▬▬▬▬ ▬▬▬ ▬▬▬▬ ▬▬ ▬▬▬▬ ▬▬▬ ▬▬▬▬▬ ▬▬ ▬▬▬ ▬▬▬▬ ▬▬▬ ▬▬▬▬ ▬▬: [350, 181, 647, 430]
page-number: صفحه ۲۴: [1360, 30, 1432, 51]
cell: دارا بودن مدرک پایان دوره ابتدائی و دوسال سابقه کار در رشته مربوطه: [682, 288, 1217, 308]
divider: [756, 1618, 1094, 1619]
notice-ref: آ ۲۳۴۴۱: [34, 935, 67, 946]
cell: ۳: [1402, 268, 1444, 288]
bullet-icon: [224, 708, 233, 718]
notice-title: آگهی تغییر شرکت گروه پزشکی صفوی بامسئولیت محدود ثبت شده بشماره ۱۵۰۵۱: [34, 1120, 372, 1150]
cell: لیسانس دریکی از رشته های - پرستاری کودکان - علوم تربیتی - علوم اجتماعی - مددکاری اجتماعی: [682, 228, 1217, 248]
job-row: [682, 268, 1444, 288]
computer-exam-title: امتحان ورودی کلاس برنامه نویسی کامپیوتر: [53, 464, 303, 522]
notice-ref: آ ۲۳۴۴۶: [756, 1597, 789, 1608]
employment-ad: [665, 70, 1460, 590]
employment-ad-intro: سازمان هواپیمائی کشوری تعدادی کارمند «زن» را بشرح زیر جهت اداره امور مهدکودک خود در تهران، با حقوق و مزایای مکفی به همکاری دعوت مینماید.: [681, 147, 1444, 190]
notice-ref: آ ۲۳۴۵۴: [34, 1439, 67, 1450]
notice-ref: الف ۱۷۹۸۵: [1116, 1667, 1163, 1678]
ministry-notice-signature: وزیر کشاورزی و منابع طبیعی: [40, 368, 261, 389]
computer-exam-ad: [28, 455, 328, 655]
notice-ref: آ ۲۳۴۵۷: [34, 1936, 67, 1947]
column-rule: [1104, 760, 1105, 2030]
ministry-notice-details: ▬▬▬ ▬▬▬▬ ▬▬ ▬▬▬▬▬ ▬▬▬ ▬▬▬▬ ▬▬ ▬▬▬▬ ▬▬▬▬▬ ▬▬ ▬▬▬ ▬▬▬▬ ▬▬▬ ▬▬ ▬▬▬▬▬ ▬▬▬ ▬▬▬▬ ▬▬ ▬▬▬▬ ▬▬▬ ▬▬▬▬▬ ▬▬ ▬▬▬ ▬▬▬▬ ▬▬▬ ▬▬▬▬ ▬▬ ▬▬▬▬▬ ▬▬▬ ▬▬▬▬ ▬▬ ▬▬▬▬ ▬▬▬▬▬ ▬▬ ▬▬▬ ▬▬▬▬ ▬▬▬ ▬▬ ▬▬▬▬▬ ▬▬▬ ▬▬▬▬ ▬▬ ▬▬▬▬ ▬▬▬ ▬▬▬▬▬ ▬▬ ▬▬▬ ▬▬▬▬ ▬▬▬ ▬▬▬▬ ▬▬ ▬▬▬▬▬ ▬▬▬ ▬▬▬▬ ▬▬ ▬▬▬▬ ▬▬▬▬▬ ▬▬ ▬▬▬ ▬▬▬▬ ▬▬▬ ▬▬ ▬▬▬▬▬ ▬▬▬ ▬▬▬▬ ▬▬ ▬▬▬▬ ▬▬▬ ▬▬▬▬▬ ▬▬ ▬▬▬ ▬▬▬▬ ▬▬▬ ▬▬▬▬ ▬▬ ▬▬▬▬▬ ▬▬▬ ▬▬▬▬ ▬▬ ▬▬▬▬ ▬▬▬▬▬ ▬▬: [44, 161, 316, 312]
notice-body: ▬▬▬ ▬▬▬▬ ▬▬ ▬▬▬▬▬ ▬▬▬ ▬▬▬▬ ▬▬ ▬▬▬▬ ▬▬▬▬▬ ▬▬ ▬▬▬ ▬▬▬▬ ▬▬▬ ▬▬ ▬▬▬▬▬ ▬▬▬ ▬▬▬▬ ▬▬ ▬▬▬▬ ▬▬▬ ▬▬▬▬▬ ▬▬ ▬▬▬ ▬▬▬▬ ▬▬▬ ▬▬▬▬ ▬▬: [403, 1175, 734, 1214]
notice-column-4: [28, 760, 378, 2030]
notice-title: آگهی تغییرات شرکت سهامی خاص بازرگانی مدرن تکنیک ثبت شده بشماره ۹۹۲۷: [759, 1625, 1091, 1655]
job-row: [682, 328, 1444, 348]
employment-ad-signature: سازمان هواپیمائی کشوری: [1247, 427, 1444, 448]
notice-title: آگهی تاسیس شرکت سهامی خاص سرمایه گذاری سپهان: [1129, 766, 1437, 781]
job-table-header: [682, 208, 1444, 228]
notice-title: تغییرات آگهی شرکت سهامی خاص ریسندگی و بافندگی کرج: [762, 766, 1088, 781]
banner-item: تاسیس شرکتهای جدیدالتاسیس: [899, 684, 1069, 742]
bullet-icon: [377, 708, 386, 718]
cell: دارا بودن مدرک پایان دوره ابتدائی: [682, 328, 1217, 348]
cell: کودکیاری یا بیار: [1307, 248, 1402, 268]
cell: ۱: [1402, 228, 1444, 248]
cell: دارا بودن مدرک بهیاری یا کودکیاری یا دیپلم کامل متوسطه: [682, 248, 1217, 268]
notice-ref: آ ۲۳۴۵۰: [396, 1259, 429, 1270]
notice-title: آگهی تصمیمات مجمع عمومی عادی سالیانه شرکت سهامی خاص ساختمانی جلگه ثبت شده بشماره ۲۳۹۹: [405, 1110, 725, 1140]
column-rule: [384, 760, 385, 2030]
readers-column-title: خوانندهای که...: [1357, 600, 1456, 618]
notice-title: آگهی رسمی مربوط بشرکت تولیدی آجرسوفالین سهامی خاص ثبت شده بشماره ۱۶۹۲۱: [34, 766, 372, 796]
notice-lead: خلاصه اظهارنامه و اساسنامه شرکت سهامی خاص مدرن ترانس که در تاریخ ۲۵۳۵/۷/۱۲ تحت شماره ۲۶۱۷۰ در این اداره به ثبت رسیده برای اطلاع عموم آگهی میشود.: [34, 1487, 372, 1530]
cell: ۴: [1402, 288, 1444, 308]
